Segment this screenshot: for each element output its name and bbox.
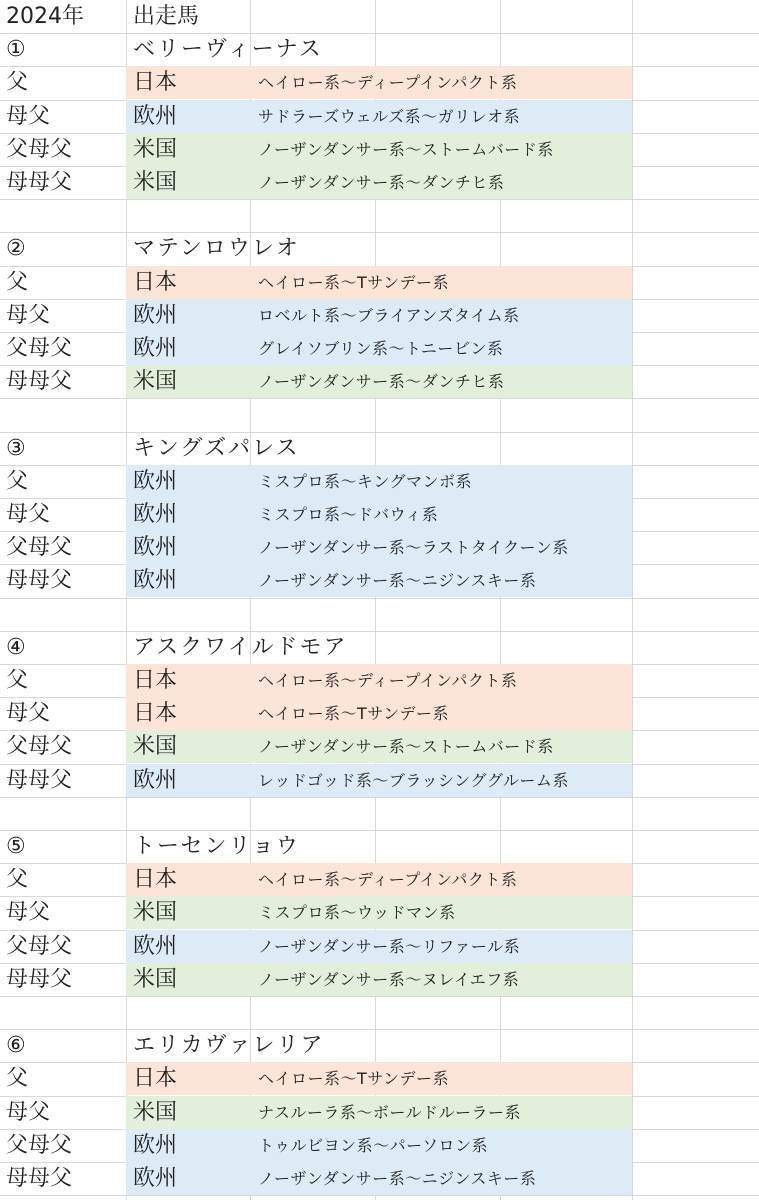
horse-number-cell[interactable]: ⑥ xyxy=(6,1033,26,1058)
pedigree-row xyxy=(0,564,759,597)
region-cell[interactable]: 米国 xyxy=(133,369,178,394)
region-cell[interactable]: 欧州 xyxy=(133,104,178,129)
pedigree-role-cell[interactable]: 父 xyxy=(6,469,29,494)
pedigree-row xyxy=(0,100,759,133)
lineage-cell[interactable]: ノーザンダンサー系〜ヌレイエフ系 xyxy=(258,970,520,989)
pedigree-role-cell[interactable]: 父母父 xyxy=(6,137,73,162)
region-cell[interactable]: 米国 xyxy=(133,900,178,925)
lineage-cell[interactable]: ナスルーラ系〜ボールドルーラー系 xyxy=(258,1103,522,1122)
header-label-cell[interactable]: 出走馬 xyxy=(133,4,200,29)
lineage-cell[interactable]: ヘイロー系〜Tサンデー系 xyxy=(258,273,449,292)
pedigree-row xyxy=(0,1062,759,1095)
horse-name-row xyxy=(0,830,759,863)
region-cell[interactable]: 欧州 xyxy=(133,768,178,793)
pedigree-row xyxy=(0,963,759,996)
row-gridline xyxy=(0,598,759,599)
pedigree-role-cell[interactable]: 父母父 xyxy=(6,1133,73,1158)
row-gridline xyxy=(0,996,759,997)
pedigree-role-cell[interactable]: 父 xyxy=(6,867,29,892)
region-cell[interactable]: 米国 xyxy=(133,170,178,195)
lineage-cell[interactable]: ミスプロ系〜ドバウィ系 xyxy=(258,505,439,524)
pedigree-role-cell[interactable]: 母母父 xyxy=(6,768,73,793)
region-cell[interactable]: 欧州 xyxy=(133,568,178,593)
pedigree-role-cell[interactable]: 父母父 xyxy=(6,535,73,560)
region-cell[interactable]: 日本 xyxy=(133,1066,178,1091)
region-cell[interactable]: 米国 xyxy=(133,1100,178,1125)
lineage-cell[interactable]: ミスプロ系〜ウッドマン系 xyxy=(258,903,456,922)
horse-name-row xyxy=(0,631,759,664)
row-gridline xyxy=(0,199,759,200)
pedigree-row xyxy=(0,896,759,929)
pedigree-role-cell[interactable]: 母母父 xyxy=(6,967,73,992)
pedigree-role-cell[interactable]: 母父 xyxy=(6,502,51,527)
pedigree-role-cell[interactable]: 父 xyxy=(6,270,29,295)
lineage-cell[interactable]: ロベルト系〜ブライアンズタイム系 xyxy=(258,306,520,325)
lineage-cell[interactable]: グレイソブリン系〜トニービン系 xyxy=(258,339,504,358)
pedigree-row xyxy=(0,1162,759,1195)
lineage-cell[interactable]: ヘイロー系〜ディープインパクト系 xyxy=(258,870,518,889)
horse-name-row xyxy=(0,33,759,66)
lineage-cell[interactable]: ノーザンダンサー系〜ニジンスキー系 xyxy=(258,571,537,590)
pedigree-row xyxy=(0,697,759,730)
lineage-cell[interactable]: ノーザンダンサー系〜ラストタイクーン系 xyxy=(258,538,569,557)
horse-name-cell[interactable]: アスクワイルドモア xyxy=(133,635,348,660)
pedigree-row xyxy=(0,332,759,365)
pedigree-role-cell[interactable]: 母母父 xyxy=(6,369,73,394)
pedigree-role-cell[interactable]: 父母父 xyxy=(6,336,73,361)
horse-number-cell[interactable]: ④ xyxy=(6,635,26,660)
pedigree-role-cell[interactable]: 父 xyxy=(6,1066,29,1091)
region-cell[interactable]: 欧州 xyxy=(133,1166,178,1191)
lineage-cell[interactable]: サドラーズウェルズ系〜ガリレオ系 xyxy=(258,107,521,126)
horse-name-cell[interactable]: ベリーヴィーナス xyxy=(133,37,323,62)
lineage-cell[interactable]: ノーザンダンサー系〜ダンチヒ系 xyxy=(258,173,505,192)
pedigree-row xyxy=(0,266,759,299)
lineage-cell[interactable]: ノーザンダンサー系〜ニジンスキー系 xyxy=(258,1169,537,1188)
pedigree-row xyxy=(0,930,759,963)
header-row xyxy=(0,0,759,33)
pedigree-row xyxy=(0,133,759,166)
pedigree-row xyxy=(0,863,759,896)
pedigree-row xyxy=(0,1096,759,1129)
pedigree-role-cell[interactable]: 母父 xyxy=(6,104,51,129)
region-cell[interactable]: 欧州 xyxy=(133,469,178,494)
pedigree-row xyxy=(0,1129,759,1162)
horse-name-row xyxy=(0,232,759,265)
region-cell[interactable]: 米国 xyxy=(133,137,178,162)
region-cell[interactable]: 米国 xyxy=(133,734,178,759)
pedigree-role-cell[interactable]: 母父 xyxy=(6,303,51,328)
region-cell[interactable]: 日本 xyxy=(133,70,178,95)
region-cell[interactable]: 日本 xyxy=(133,867,178,892)
row-gridline xyxy=(0,398,759,399)
lineage-cell[interactable]: ヘイロー系〜Tサンデー系 xyxy=(258,704,449,723)
pedigree-role-cell[interactable]: 母父 xyxy=(6,900,51,925)
pedigree-row xyxy=(0,66,759,99)
region-cell[interactable]: 欧州 xyxy=(133,535,178,560)
pedigree-role-cell[interactable]: 父 xyxy=(6,70,29,95)
pedigree-row xyxy=(0,664,759,697)
pedigree-role-cell[interactable]: 母父 xyxy=(6,701,51,726)
pedigree-row xyxy=(0,764,759,797)
region-cell[interactable]: 欧州 xyxy=(133,502,178,527)
lineage-cell[interactable]: ノーザンダンサー系〜ストームバード系 xyxy=(258,140,554,159)
region-cell[interactable]: 欧州 xyxy=(133,934,178,959)
lineage-cell[interactable]: ヘイロー系〜ディープインパクト系 xyxy=(258,73,518,92)
region-cell[interactable]: 欧州 xyxy=(133,303,178,328)
horse-number-cell[interactable]: ③ xyxy=(6,436,26,461)
pedigree-row xyxy=(0,166,759,199)
region-cell[interactable]: 欧州 xyxy=(133,336,178,361)
pedigree-role-cell[interactable]: 父 xyxy=(6,668,29,693)
lineage-cell[interactable]: ノーザンダンサー系〜リファール系 xyxy=(258,937,521,956)
pedigree-row xyxy=(0,498,759,531)
pedigree-row xyxy=(0,299,759,332)
horse-name-cell[interactable]: キングズパレス xyxy=(133,436,300,461)
lineage-cell[interactable]: ヘイロー系〜ディープインパクト系 xyxy=(258,671,518,690)
region-cell[interactable]: 日本 xyxy=(133,270,178,295)
pedigree-role-cell[interactable]: 父母父 xyxy=(6,934,73,959)
pedigree-role-cell[interactable]: 母母父 xyxy=(6,170,73,195)
pedigree-row xyxy=(0,531,759,564)
horse-number-cell[interactable]: ② xyxy=(6,236,26,261)
region-cell[interactable]: 米国 xyxy=(133,967,178,992)
pedigree-role-cell[interactable]: 父母父 xyxy=(6,734,73,759)
pedigree-row xyxy=(0,730,759,763)
horse-name-row xyxy=(0,432,759,465)
horse-name-cell[interactable]: エリカヴァレリア xyxy=(133,1033,325,1058)
pedigree-role-cell[interactable]: 母父 xyxy=(6,1100,51,1125)
region-cell[interactable]: 日本 xyxy=(133,701,178,726)
row-gridline xyxy=(0,797,759,798)
region-cell[interactable]: 日本 xyxy=(133,668,178,693)
lineage-cell[interactable]: トゥルビヨン系〜パーソロン系 xyxy=(258,1136,488,1155)
lineage-cell[interactable]: ノーザンダンサー系〜ストームバード系 xyxy=(258,737,554,756)
region-cell[interactable]: 欧州 xyxy=(133,1133,178,1158)
horse-name-cell[interactable]: マテンロウレオ xyxy=(133,236,300,261)
pedigree-role-cell[interactable]: 母母父 xyxy=(6,1166,73,1191)
horse-number-cell[interactable]: ① xyxy=(6,37,26,62)
pedigree-row xyxy=(0,365,759,398)
horse-name-row xyxy=(0,1029,759,1062)
pedigree-row xyxy=(0,465,759,498)
lineage-cell[interactable]: ヘイロー系〜Tサンデー系 xyxy=(258,1069,449,1088)
lineage-cell[interactable]: ノーザンダンサー系〜ダンチヒ系 xyxy=(258,372,505,391)
pedigree-role-cell[interactable]: 母母父 xyxy=(6,568,73,593)
row-gridline xyxy=(0,1195,759,1196)
horse-name-cell[interactable]: トーセンリョウ xyxy=(133,834,300,859)
lineage-cell[interactable]: ミスプロ系〜キングマンボ系 xyxy=(258,472,473,491)
lineage-cell[interactable]: レッドゴッド系〜ブラッシンググルーム系 xyxy=(258,771,569,790)
year-cell[interactable]: 2024年 xyxy=(6,4,84,29)
horse-number-cell[interactable]: ⑤ xyxy=(6,834,26,859)
